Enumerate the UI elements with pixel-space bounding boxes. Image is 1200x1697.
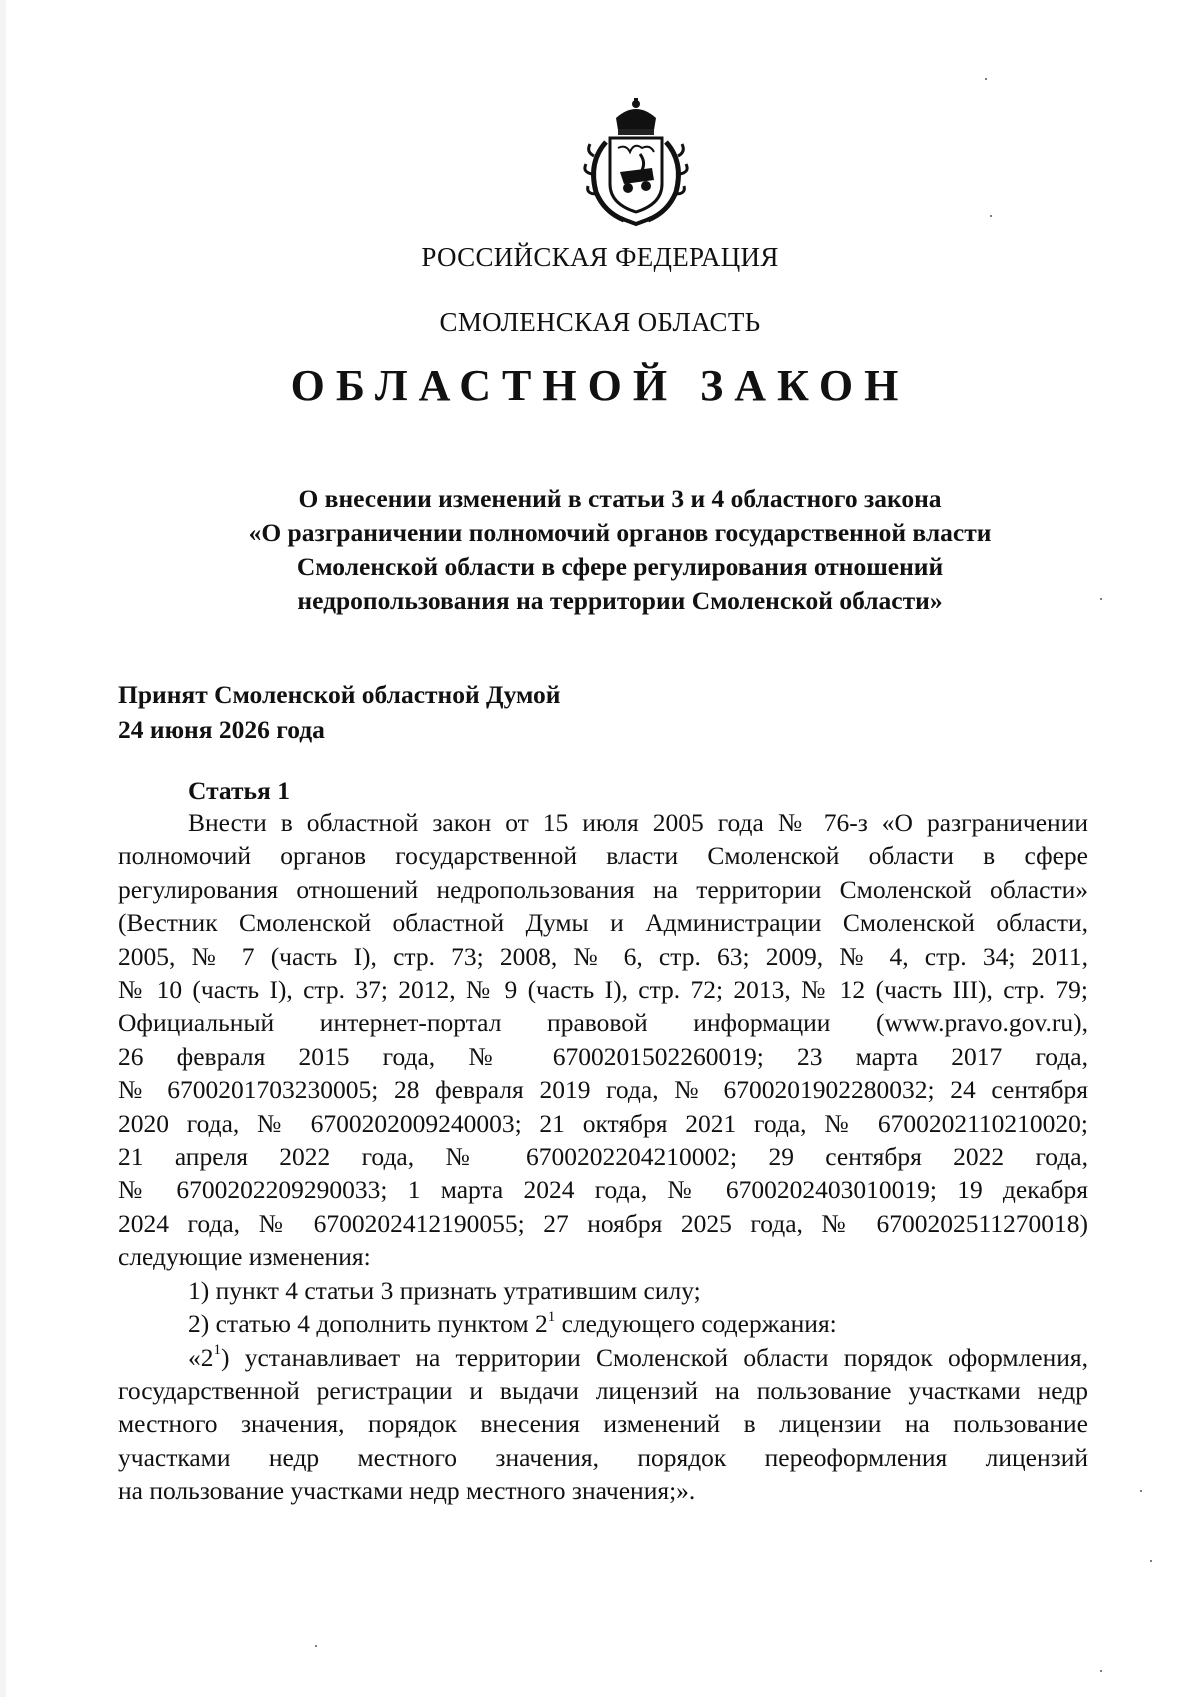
item-2-superscript: 1 (547, 1308, 556, 1325)
quote-first-rest: ) устанавливает на территории Смоленской области порядок оформления, (221, 1342, 1088, 1372)
law-title (150, 482, 1090, 618)
paragraph-line: 26 февраля 2015 года, № 6700201502260019; 23 марта 2017 года, (118, 1041, 1088, 1071)
article-1-text (118, 806, 1088, 1508)
amendment-item-1: 1) пункт 4 статьи 3 признать утратившим силу; (188, 1275, 701, 1305)
state-name: РОССИЙСКАЯ ФЕДЕРАЦИЯ (421, 242, 779, 272)
paragraph-line: Внести в областной закон от 15 июля 2005 года № 76-з «О разграничении (188, 808, 1088, 837)
paragraph-line: Официальный интернет-портал правовой информации (www.pravo.gov.ru), (118, 1008, 1088, 1038)
scan-speck (315, 1645, 317, 1647)
paragraph-line: № 6700202209290033; 1 марта 2024 года, № 6700202403010019; 19 декабря (118, 1175, 1088, 1205)
scan-speck (1100, 598, 1102, 600)
paragraph-line: полномочий органов государственной власти Смоленской области в сфере (118, 841, 1088, 871)
quoted-text-line: на пользование участками недр местного значения;». (118, 1476, 696, 1506)
paragraph-line: 2005, № 7 (часть I), стр. 73; 2008, № 6, стр. 63; 2009, № 4, стр. 34; 2011, (118, 941, 1088, 971)
law-title-line: Смоленской области в сфере регулирования отношений (296, 552, 944, 581)
law-title-line: О внесении изменений в статьи 3 и 4 областного закона (298, 484, 942, 513)
region-name: СМОЛЕНСКАЯ ОБЛАСТЬ (439, 307, 761, 337)
amendment-item-2 (118, 1307, 1088, 1340)
quoted-text-line: местного значения, порядок внесения изменений в лицензии на пользование (118, 1409, 1088, 1439)
adoption-body: Принят Смоленской областной Думой (118, 680, 561, 709)
paragraph-line: № 10 (часть I), стр. 37; 2012, № 9 (часть I), стр. 72; 2013, № 12 (часть III), стр. 79; (118, 975, 1088, 1005)
law-title-line: «О разграничении полномочий органов государственной власти (248, 518, 992, 547)
document-type: ОБЛАСТНОЙ ЗАКОН (290, 361, 910, 410)
item-2-text-rest: следующего содержания: (555, 1309, 837, 1339)
quoted-text-line (118, 1341, 1088, 1374)
scan-speck (1100, 1670, 1102, 1672)
scan-speck (985, 78, 987, 80)
item-2-text: 2) статью 4 дополнить пунктом 2 (188, 1309, 548, 1339)
adoption-block (118, 677, 560, 747)
quote-open: «2 (188, 1342, 214, 1372)
paragraph-line: 2020 года, № 6700202009240003; 21 октября 2021 года, № 6700202110210020; (118, 1108, 1088, 1138)
adoption-date: 24 июня 2026 года (118, 715, 325, 744)
scan-speck (1140, 1490, 1142, 1492)
paragraph-line: регулирования отношений недропользования на территории Смоленской области» (118, 874, 1088, 904)
coat-of-arms-emblem (580, 96, 692, 226)
paragraph-line: следующие изменения: (118, 1242, 371, 1272)
scan-speck (1150, 1560, 1152, 1562)
paragraph-line: № 6700201703230005; 28 февраля 2019 года, № 6700201902280032; 24 сентября (118, 1075, 1088, 1105)
article-1-heading: Статья 1 (188, 776, 290, 805)
paragraph-line: (Вестник Смоленской областной Думы и Администрации Смоленской области, (118, 908, 1088, 938)
paragraph-line: 21 апреля 2022 года, № 6700202204210002; 29 сентября 2022 года, (118, 1142, 1088, 1172)
quoted-text-line: государственной регистрации и выдачи лицензий на пользование участками недр (118, 1375, 1088, 1405)
scan-speck (990, 215, 992, 217)
quote-superscript: 1 (213, 1342, 221, 1358)
law-title-line: недропользования на территории Смоленской области» (297, 586, 943, 615)
quoted-text-line: участками недр местного значения, порядок переоформления лицензий (118, 1442, 1088, 1472)
paragraph-line: 2024 года, № 6700202412190055; 27 ноября 2025 года, № 6700202511270018) (118, 1208, 1088, 1238)
